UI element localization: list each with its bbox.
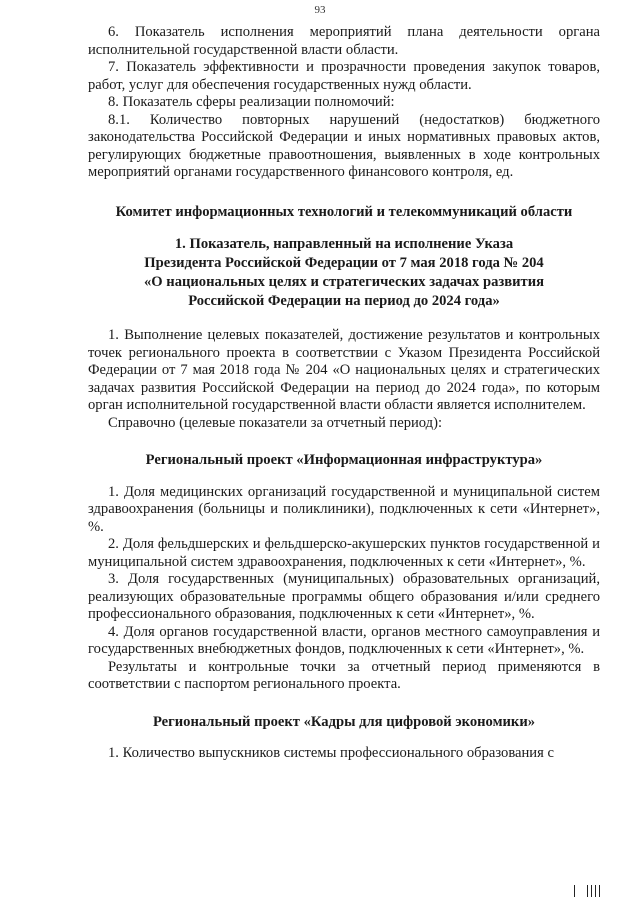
project1-item: 3. Доля государственных (муниципальных) образовательных организаций, реализующих образовательные программы общего образования и/или среднего профессионального образования, подключенных к сети «Интернет», %. bbox=[88, 571, 600, 622]
page-number: 93 bbox=[314, 4, 326, 16]
paragraph-8-1: 8.1. Количество повторных нарушений (недостатков) бюджетного законодательства Российской Федерации и иных нормативных правовых актов, регулирующих бюджетные правоотношения, выявленных в ходе контрольных мероприятий органами государственного финансового контроля, ед. bbox=[88, 111, 600, 180]
paragraph-7: 7. Показатель эффективности и прозрачности проведения закупок товаров, работ, услуг для обеспечения государственных нужд области. bbox=[88, 59, 600, 93]
project1-item: 2. Доля фельдшерских и фельдшерско-акушерских пунктов государственной и муниципальной систем здравоохранения, подключенных к сети «Интернет», %. bbox=[88, 536, 600, 570]
indicator-title-line: 1. Показатель, направленный на исполнение Указа bbox=[174, 236, 514, 252]
project2-item: 1. Количество выпускников системы профессионального образования с bbox=[108, 745, 554, 761]
committee-heading: Комитет информационных технологий и телекоммуникаций области bbox=[115, 203, 573, 220]
project1-item: 1. Доля медицинских организаций государственной и муниципальной систем здравоохранения (больницы и поликлиники), подключенных к сети «Интернет», %. bbox=[88, 483, 600, 535]
project2-heading: Региональный проект «Кадры для цифровой экономики» bbox=[152, 713, 536, 730]
paragraph-6: 6. Показатель исполнения мероприятий плана деятельности органа исполнительной государственной власти области. bbox=[88, 24, 600, 58]
project1-heading: Региональный проект «Информационная инфраструктура» bbox=[145, 452, 543, 468]
indicator-title-block bbox=[88, 235, 600, 311]
barcode-mark-icon bbox=[574, 885, 600, 897]
indicator-title-line: Российской Федерации на период до 2024 года» bbox=[188, 293, 500, 309]
intro-paragraph: 1. Выполнение целевых показателей, достижение результатов и контрольных точек регионального проекта в соответствии с Указом Президента Российской Федерации от 7 мая 2018 года № 204 «О национальных целях и стратегических задачах развития Российской Федерации на период до 2024 года», по которым орган исполнительной государственной власти области является исполнителем. bbox=[88, 327, 600, 413]
page-content bbox=[88, 24, 600, 763]
project1-item: 4. Доля органов государственной власти, органов местного самоуправления и государственных внебюджетных фондов, подключенных к сети «Интернет», %. bbox=[88, 623, 600, 657]
indicator-title-line: «О национальных целях и стратегических задачах развития bbox=[143, 274, 544, 290]
project1-result-note: Результаты и контрольные точки за отчетный период применяются в соответствии с паспортом регионального проекта. bbox=[88, 658, 600, 692]
indicator-title-line: Президента Российской Федерации от 7 мая 2018 года № 204 bbox=[144, 255, 544, 271]
reference-line: Справочно (целевые показатели за отчетный период): bbox=[108, 414, 443, 431]
paragraph-8: 8. Показатель сферы реализации полномочий: bbox=[108, 94, 395, 110]
